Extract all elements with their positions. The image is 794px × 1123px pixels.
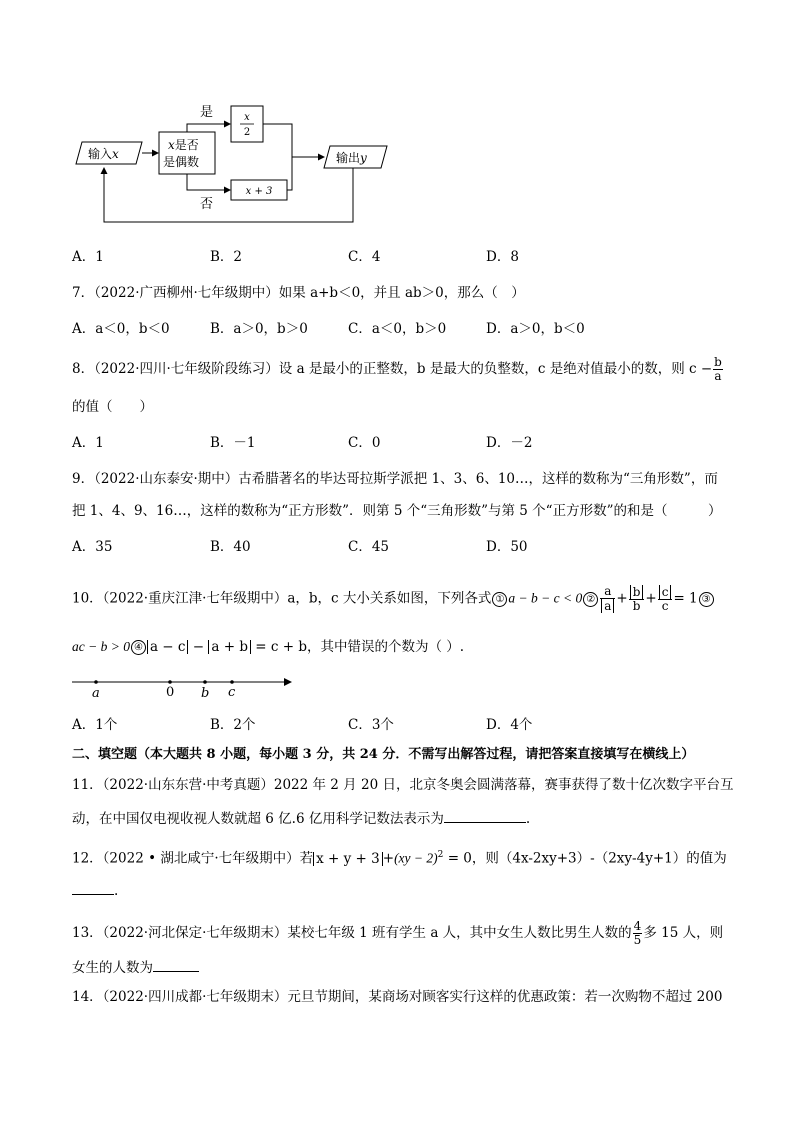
q12-stem-1: 12．（2022 • 湖北咸宁·七年级期中）若 x + y + 3 +(xy − 2)$^2$ = 0，则（4x-2xy+3）-（2xy-4y+1）的值为 [72, 850, 727, 867]
q11-answer-blank[interactable] [444, 808, 526, 823]
q7-option-a[interactable]: A．a＜0，b＜0 [72, 321, 170, 337]
numberline-c-label: c [228, 685, 236, 700]
q9-option-c[interactable]: C．45 [348, 539, 390, 555]
numberline-zero-label: 0 [166, 685, 175, 700]
q6-option-b[interactable]: B．2 [210, 249, 243, 265]
q11-stem-2: 动，在中国仅电视收视人数就超 6 亿.6 亿用科学记数法表示为 . [72, 808, 530, 828]
q7-option-c[interactable]: C．a＜0，b＞0 [348, 321, 447, 337]
q7-option-b[interactable]: B．a＞0，b＞0 [210, 321, 308, 337]
q9-stem-2: 把 1、4、9、16…，这样的数称为“正方形数”．则第 5 个“三角形数”与第 5 个“正方形数”的和是（ ） [72, 503, 722, 519]
numberline-b-label: b [201, 686, 210, 700]
q10-option-b[interactable]: B．2个 [210, 717, 256, 733]
q6-option-a[interactable]: A．1 [72, 249, 104, 265]
q7-option-d[interactable]: D．a＞0，b＜0 [486, 321, 585, 337]
q9-option-a[interactable]: A．35 [72, 539, 113, 555]
q12-stem-2: . [72, 880, 118, 900]
input-label: 输入x [88, 147, 119, 161]
q13-stem-1: 13．（2022·河北保定·七年级期末）某校七年级 1 班有学生 a 人，其中女生人数比男生人数的 $\frac{4}{5}$ 多 15 人，则 [72, 919, 724, 947]
q13-fraction: $\frac{4}{5}$ [633, 919, 642, 947]
q10-stem-1: 10．（2022·重庆江津·七年级期中）a，b，c 大小关系如图，下列各式 ① a − b − c < 0 ② $\frac{a}{a}$ + $\frac{b}{b}$ + $\frac{c}{c}$ = 1 ③ [72, 585, 715, 613]
no-label: 否 [200, 197, 214, 212]
q8-option-b[interactable]: B．－1 [210, 435, 256, 451]
q10-option-a[interactable]: A．1个 [72, 717, 118, 733]
decision-line1: x是否 [168, 138, 199, 152]
q8-stem-2: 的值（ ） [72, 399, 153, 415]
q8-option-a[interactable]: A．1 [72, 435, 104, 451]
number-line [72, 672, 297, 700]
q8-option-c[interactable]: C．0 [348, 435, 381, 451]
decision-line2: 是偶数 [163, 155, 200, 169]
q14-stem-1: 14．（2022·四川成都·七年级期末）元旦节期间，某商场对顾客实行这样的优惠政策：若一次购物不超过 200 [72, 989, 723, 1005]
q10-option-d[interactable]: D．4个 [486, 717, 533, 733]
q9-option-d[interactable]: D．50 [486, 539, 528, 555]
q10-option-c[interactable]: C．3个 [348, 717, 394, 733]
yes-label: 是 [200, 105, 214, 120]
numberline-a-label: a [92, 686, 100, 700]
q8-fraction: $\frac{b}{a}$ [714, 355, 722, 383]
q11-stem-1: 11．（2022·山东东营·中考真题）2022 年 2 月 20 日，北京冬奥会圆满落幕，赛事获得了数十亿次数字平台互 [72, 777, 734, 793]
svg-text:x + 3: x + 3 [245, 186, 273, 197]
output-label: 输出y [336, 151, 367, 165]
svg-text:x: x [244, 112, 250, 123]
q13-answer-blank[interactable] [153, 957, 199, 972]
svg-text:2: 2 [243, 127, 251, 138]
q9-stem-1: 9．（2022·山东泰安·期中）古希腊著名的毕达哥拉斯学派把 1、3、6、10…，这样的数称为“三角形数”，而 [72, 471, 718, 487]
q6-option-c[interactable]: C．4 [348, 249, 381, 265]
q9-option-b[interactable]: B．40 [210, 539, 251, 555]
q8-option-d[interactable]: D．－2 [486, 435, 533, 451]
section-2-heading: 二、填空题（本大题共 8 小题，每小题 3 分，共 24 分．不需写出解答过程，请把答案直接填写在横线上） [72, 747, 695, 762]
flowchart-figure [72, 100, 402, 230]
q13-stem-2: 女生的人数为 [72, 957, 199, 977]
q8-stem: 8．（2022·四川·七年级阶段练习）设 a 是最小的正整数，b 是最大的负整数，c 是绝对值最小的数，则 c − $\frac{b}{a}$ [72, 355, 722, 383]
q10-stem-2: ac − b > 0 ④ a − c − a + b = c + b，其中错误的个数为（ ）. [72, 639, 465, 655]
q12-answer-blank[interactable] [72, 880, 114, 895]
q6-option-d[interactable]: D．8 [486, 249, 519, 265]
q7-stem: 7．（2022·广西柳州·七年级期中）如果 a+b＜0，并且 ab＞0，那么（ ） [72, 285, 525, 301]
